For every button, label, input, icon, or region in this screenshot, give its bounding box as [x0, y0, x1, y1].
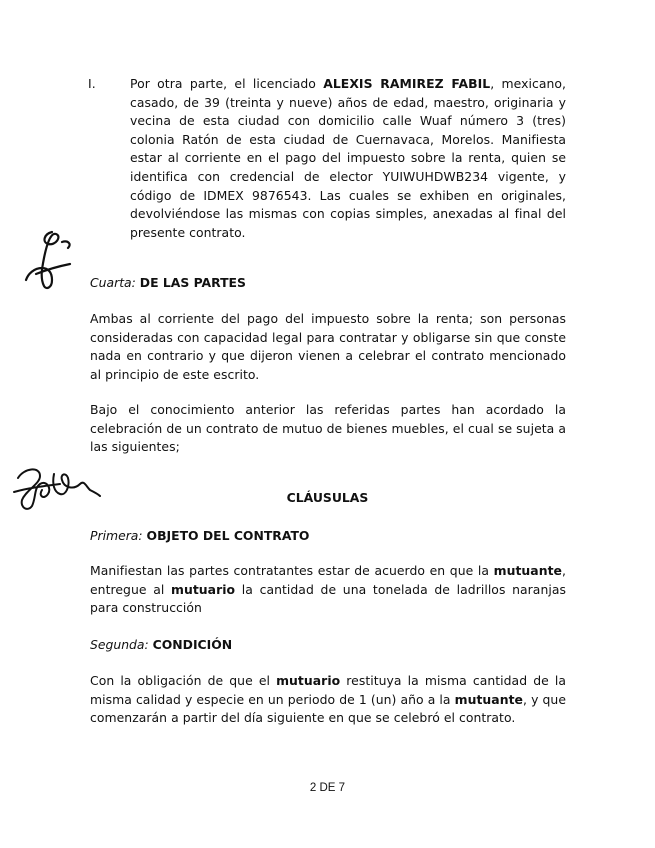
party-description: [130, 75, 566, 242]
section-heading-primera: [90, 527, 309, 545]
section-title: DE LAS PARTES: [139, 275, 246, 290]
page-number: 2 DE 7: [309, 782, 346, 794]
paragraph-clause-segunda: [90, 672, 566, 728]
bold-term: mutuario: [276, 673, 341, 688]
item-number: I.: [88, 76, 96, 91]
item-text-post: , mexicano, casado, de 39 (treinta y nueve) años de edad, maestro, originaria y vecina de esta ciudad con domicilio calle Wuaf número 3 (tres) colonia Ratón de esta ciudad de Cuernavaca, Morelos. Manifiesta estar al corriente en el pago del impuesto sobre la renta, quien se identifica con credencial de elector YUIWUHDWB234 vigente, y código de IDMEX 9876543. Las cuales se exhiben en originales, devolviéndose las mismas con copias simples, anexadas al final del presente contrato.: [130, 76, 566, 240]
text-run: , entregue al: [90, 563, 566, 597]
text-run: Manifiestan las partes contratantes estar de acuerdo en que la: [90, 563, 494, 578]
section-heading-segunda: [90, 636, 232, 654]
text-run: , y que comenzarán a partir del día siguiente en que se celebró el contrato.: [90, 691, 566, 726]
clauses-title: CLÁUSULAS: [286, 490, 369, 505]
bold-term: mutuario: [171, 581, 236, 597]
bold-term: mutuante: [454, 691, 524, 707]
paragraph-parties-2: Bajo el conocimiento anterior las referidas partes han acordado la celebración de un contrato de mutuo de bienes muebles, el cual se sujeta a las siguientes;: [90, 402, 566, 455]
section-heading-cuarta: [90, 274, 246, 292]
clause-label: Segunda:: [90, 637, 149, 652]
text-run: Con la obligación de que el: [90, 673, 277, 688]
clause-title: CONDICIÓN: [152, 637, 233, 652]
text-run: restituya la misma cantidad de la misma calidad y especie en un periodo de 1 (un) año a la: [90, 673, 566, 707]
handwritten-signature-2: [10, 462, 102, 516]
paragraph-parties-1: Ambas al corriente del pago del impuesto sobre la renta; son personas consideradas con capacidad legal para contratar y obligarse sin que conste nada en contrario y que dijeron vienen a celebrar el contrato mencionado al principio de este escrito.: [90, 311, 566, 382]
party-name: ALEXIS RAMIREZ FABIL: [323, 76, 491, 91]
party-item: [88, 75, 566, 242]
item-text-pre: Por otra parte, el licenciado: [130, 76, 324, 91]
paragraph-clause-primera: [90, 562, 566, 618]
handwritten-signature-1: [22, 228, 78, 292]
clause-title: OBJETO DEL CONTRATO: [146, 528, 310, 543]
text-run: la cantidad de una tonelada de ladrillos naranjas para construcción: [90, 581, 566, 616]
bold-term: mutuante: [493, 563, 562, 578]
clause-label: Primera:: [90, 528, 143, 543]
section-label: Cuarta:: [90, 275, 136, 290]
